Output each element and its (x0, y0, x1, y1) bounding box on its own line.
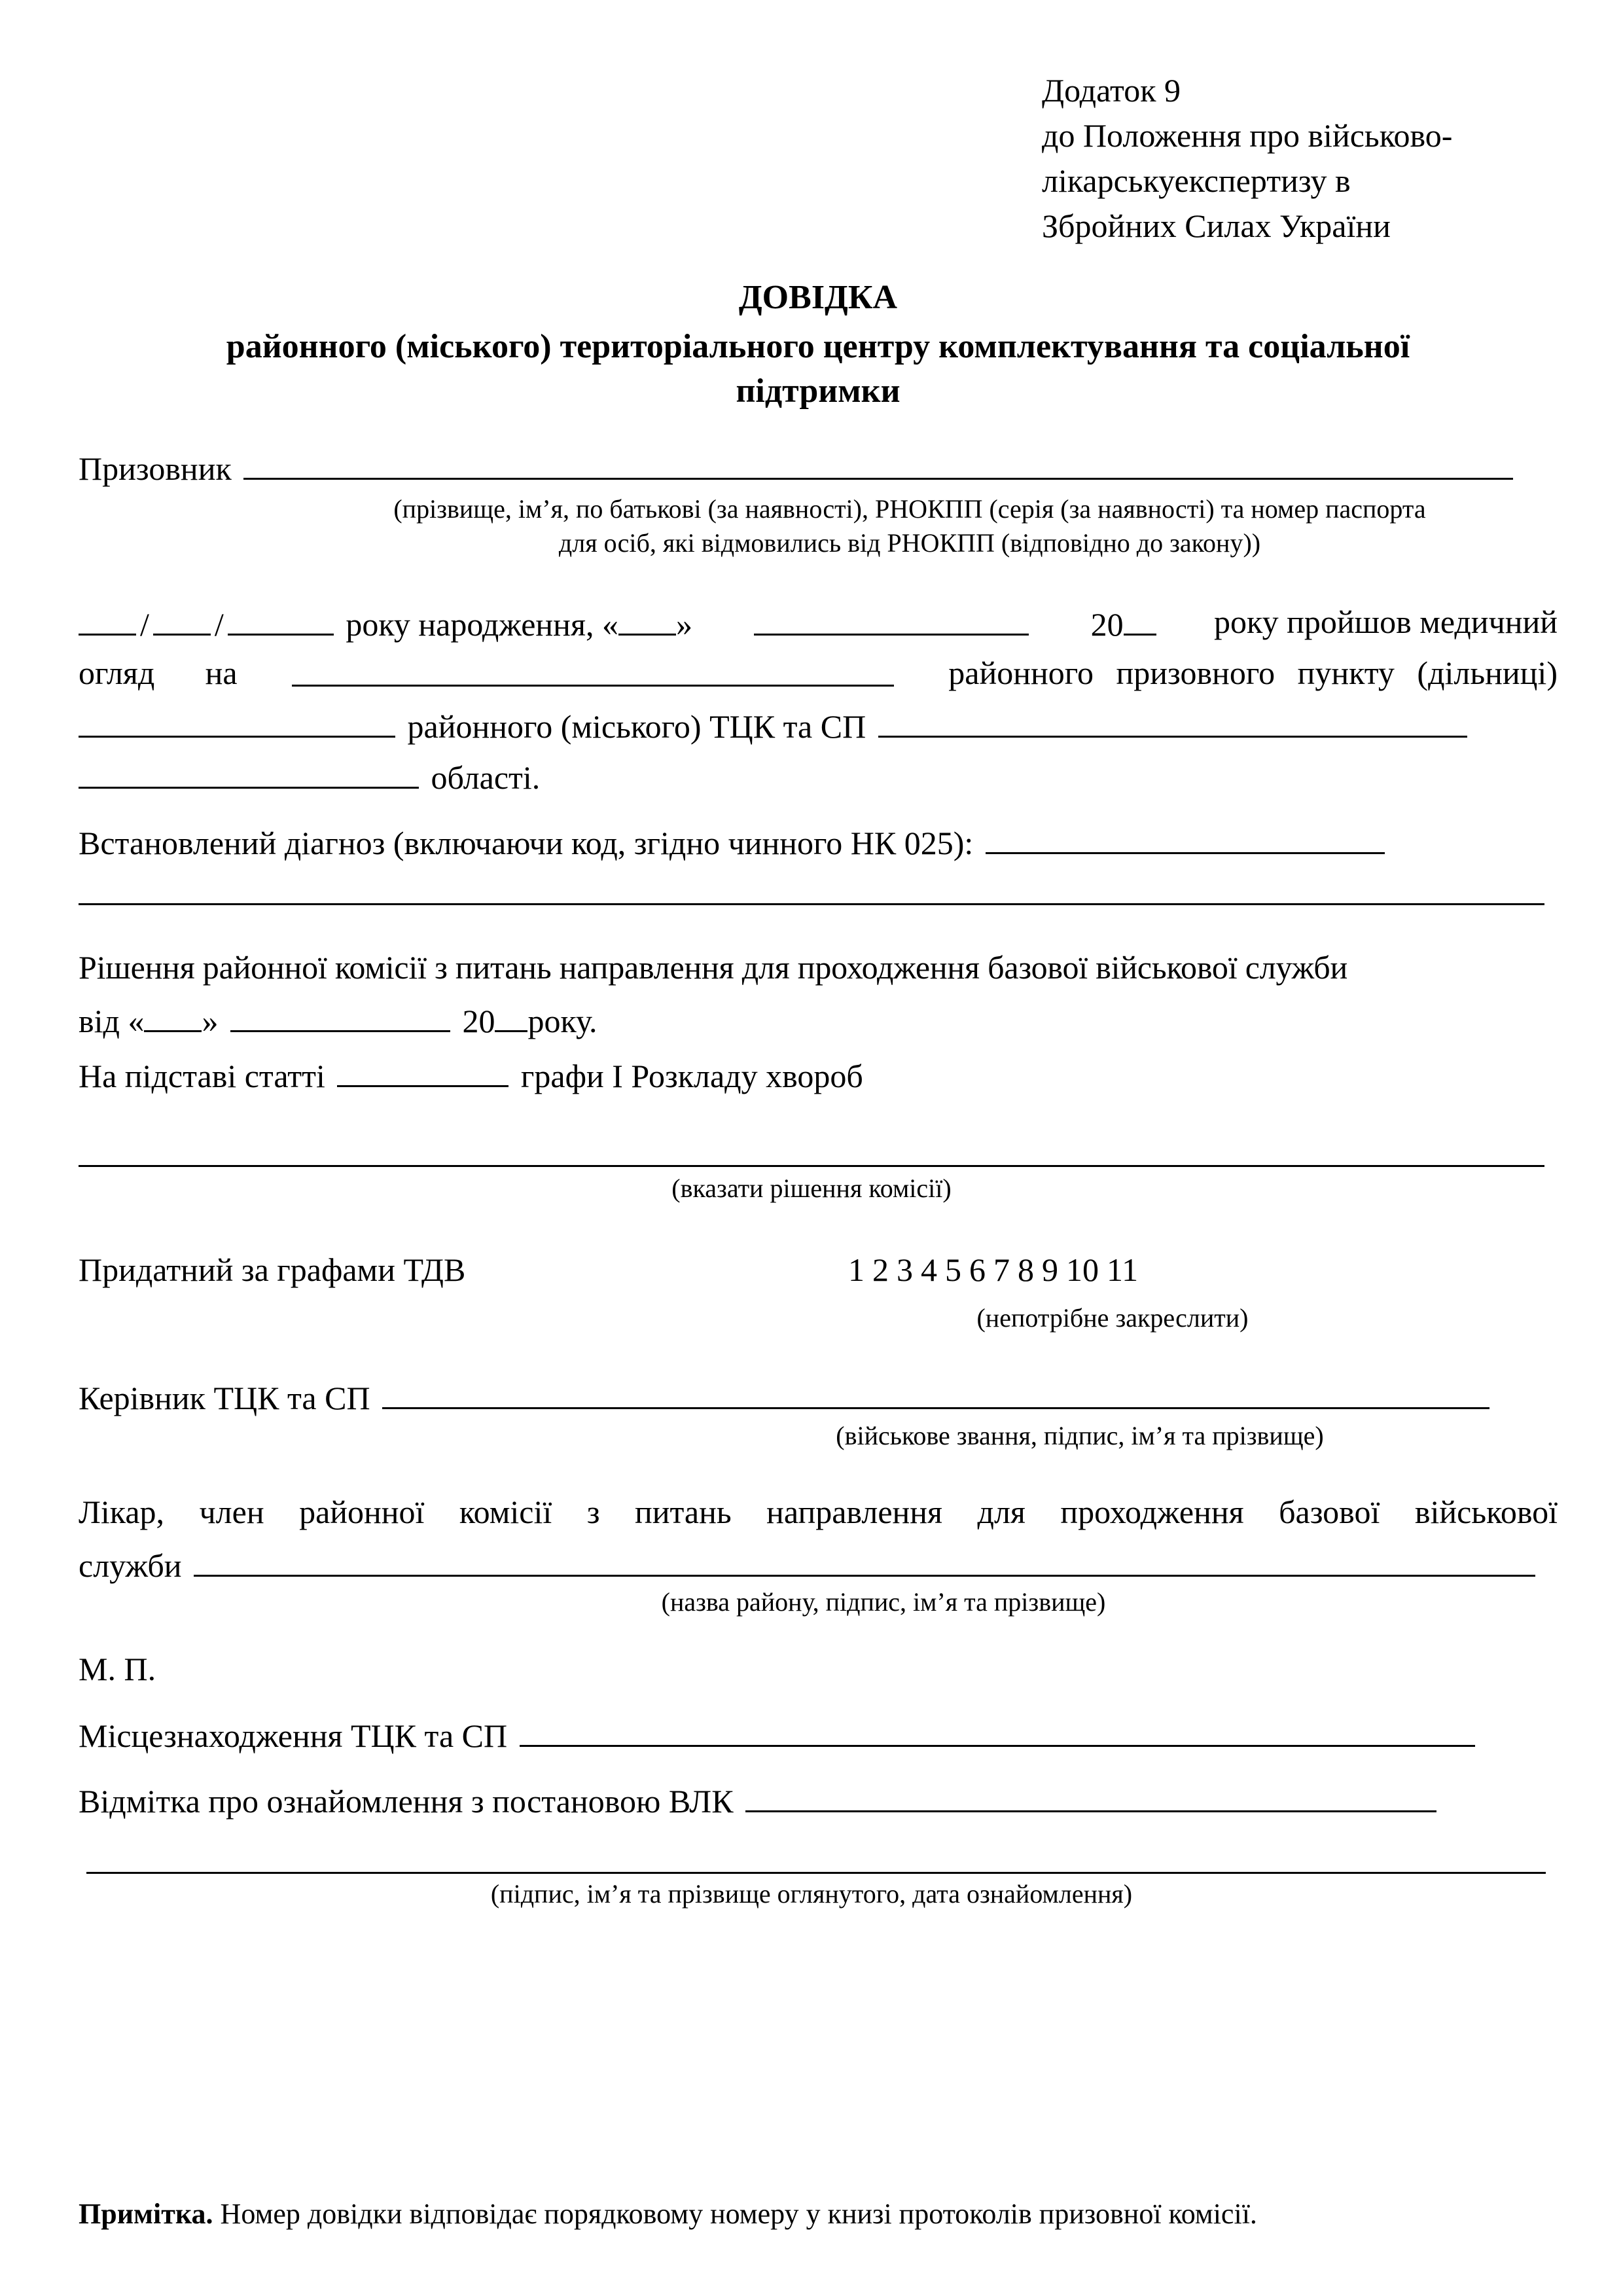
exam-word-1: огляд (79, 655, 155, 691)
acknowledgement-caption: (підпис, ім’я та прізвище оглянутого, дата ознайомлення) (490, 1879, 1133, 1909)
document-subtitle-line-2: підтримки (736, 372, 901, 410)
decision-year-suffix: року. (527, 1003, 597, 1039)
annex-line-4: Збройних Силах України (1042, 207, 1391, 244)
head-row (79, 1376, 1558, 1418)
annex-line-2: до Положення про військово- (1042, 117, 1453, 154)
exam-region-text: області. (431, 759, 541, 796)
diagnosis-field-line-2[interactable] (79, 903, 1544, 905)
decision-from: від « (79, 1003, 145, 1039)
conscript-caption-2: для осіб, які відмовились від РНОКПП (відповідно до закону)) (558, 528, 1261, 558)
acknowledgement-row (79, 1779, 1558, 1821)
decision-line-2 (79, 999, 1558, 1041)
document-subtitle-line-1: районного (міського) територіального центру комплектування та соціальної (226, 328, 1410, 365)
date-separator: / (214, 606, 224, 643)
annex-line-3: лікарськуекспертизу в (1042, 162, 1351, 199)
exam-passed-text: року пройшов медичний (1213, 603, 1558, 640)
location-field[interactable] (520, 1713, 1475, 1747)
quote-close: » (202, 1003, 219, 1039)
location-label: Місцезнаходження ТЦК та СП (79, 1717, 508, 1754)
diagnosis-field[interactable] (986, 821, 1385, 854)
fitness-number-9[interactable]: 9 (1042, 1251, 1058, 1288)
fitness-number-7[interactable]: 7 (993, 1251, 1010, 1288)
footnote-text: Номер довідки відповідає порядковому номеру у книзі протоколів призовної комісії. (220, 2198, 1257, 2230)
doctor-label: служби (79, 1547, 182, 1584)
exam-place-field[interactable] (292, 653, 894, 687)
exam-line-3 (79, 704, 1558, 746)
head-signature-field[interactable] (382, 1376, 1489, 1409)
exam-year-prefix: 20 (1090, 606, 1124, 643)
decision-field[interactable] (79, 1165, 1544, 1167)
fitness-number-1[interactable]: 1 (848, 1251, 865, 1288)
conscript-field[interactable] (243, 446, 1513, 480)
fitness-number-2[interactable]: 2 (872, 1251, 889, 1288)
annex-reference (1042, 68, 1578, 249)
stamp-label: М. П. (79, 1651, 156, 1687)
birth-text: року народження, « (346, 606, 618, 643)
diagnosis-label: Встановлений діагноз (включаючи код, згідно чинного НК 025): (79, 825, 974, 861)
exam-word-2: на (205, 655, 238, 691)
conscript-label: Призовник (79, 450, 232, 487)
conscript-caption-1: (прізвище, ім’я, по батькові (за наявності), РНОКПП (серія (за наявності) та номер паспорта (393, 494, 1426, 524)
exam-tck-text: районного (міського) ТЦК та СП (407, 708, 866, 745)
diagnosis-row (79, 821, 1558, 863)
basis-prefix: На підставі статті (79, 1058, 325, 1094)
fitness-number-6[interactable]: 6 (969, 1251, 986, 1288)
fitness-number-4[interactable]: 4 (921, 1251, 937, 1288)
exam-line-4 (79, 755, 1558, 797)
basis-suffix: графи І Розкладу хвороб (520, 1058, 863, 1094)
birth-month-field[interactable] (153, 602, 211, 636)
document-title: ДОВІДКА (738, 279, 898, 316)
tck-name-field[interactable] (878, 704, 1467, 738)
exam-line-2 (79, 653, 1558, 692)
fitness-number-11[interactable]: 11 (1107, 1251, 1139, 1288)
decision-year-prefix: 20 (462, 1003, 495, 1039)
fitness-number-3[interactable]: 3 (897, 1251, 913, 1288)
fitness-number-5[interactable]: 5 (945, 1251, 961, 1288)
acknowledgement-field[interactable] (745, 1779, 1436, 1812)
decision-day-field[interactable] (144, 999, 202, 1032)
exam-day-field[interactable] (618, 602, 676, 636)
district-field[interactable] (79, 704, 395, 738)
decision-year-field[interactable] (495, 999, 527, 1032)
fitness-number-8[interactable]: 8 (1018, 1251, 1034, 1288)
decision-month-field[interactable] (230, 999, 450, 1032)
exam-month-field[interactable] (754, 602, 1029, 636)
exam-year-field[interactable] (1124, 602, 1156, 636)
region-field[interactable] (79, 755, 419, 789)
quote-close: » (675, 606, 692, 643)
acknowledgement-signature-field[interactable] (86, 1872, 1546, 1874)
fitness-caption: (непотрібне закреслити) (976, 1303, 1249, 1333)
exam-line-1 (79, 602, 1558, 644)
fitness-label: Придатний за графами ТДВ (79, 1251, 466, 1288)
acknowledgement-label: Відмітка про ознайомлення з постановою ВЛК (79, 1783, 734, 1820)
decision-line-1: Рішення районної комісії з питань направлення для проходження базової військової служби (79, 949, 1348, 986)
birth-year-field[interactable] (228, 602, 334, 636)
doctor-line-2 (79, 1543, 1558, 1585)
conscript-row (79, 446, 1558, 488)
head-caption: (військове звання, підпис, ім’я та прізвище) (836, 1421, 1324, 1450)
decision-basis-row (79, 1054, 1558, 1096)
footnote-label: Примітка. (79, 2198, 213, 2230)
doctor-signature-field[interactable] (194, 1543, 1535, 1577)
date-separator: / (140, 606, 149, 643)
head-label: Керівник ТЦК та СП (79, 1380, 370, 1416)
doctor-caption: (назва району, підпис, ім’я та прізвище) (661, 1587, 1106, 1617)
decision-caption: (вказати рішення комісії) (671, 1174, 952, 1203)
doctor-line-1: Лікар, член районної комісії з питань направлення для проходження базової військової (79, 1494, 1558, 1530)
article-field[interactable] (337, 1054, 508, 1087)
birth-day-field[interactable] (79, 602, 136, 636)
annex-line-1: Додаток 9 (1042, 72, 1181, 109)
location-row (79, 1713, 1558, 1755)
fitness-number-10[interactable]: 10 (1066, 1251, 1099, 1288)
fitness-numbers (848, 1250, 1146, 1289)
exam-rest-text: районного призовного пункту (дільниці) (948, 655, 1558, 691)
footnote (79, 2196, 1257, 2233)
